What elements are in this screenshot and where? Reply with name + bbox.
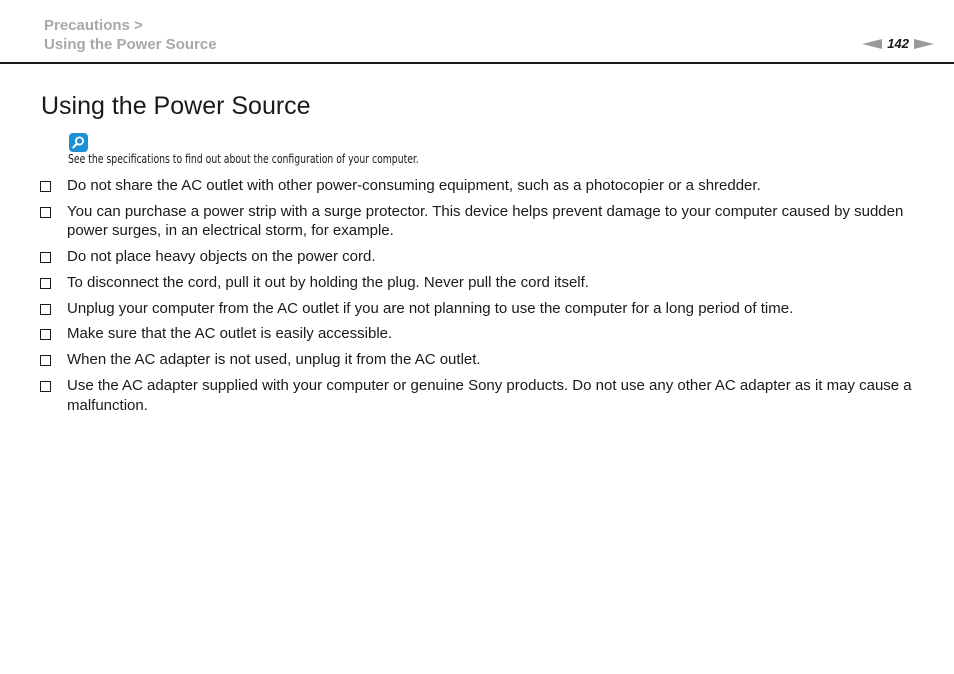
next-page-arrow-icon[interactable] bbox=[914, 39, 934, 49]
page-navigation bbox=[862, 36, 934, 51]
list-item bbox=[40, 299, 920, 319]
previous-page-arrow-icon[interactable] bbox=[862, 39, 882, 49]
list-item bbox=[40, 273, 920, 293]
list-item bbox=[40, 176, 920, 196]
list-item-text: Do not place heavy objects on the power cord. bbox=[67, 248, 376, 266]
list-item bbox=[40, 202, 920, 241]
checkbox-bullet-icon bbox=[40, 207, 51, 218]
page-title: Using the Power Source bbox=[41, 92, 311, 120]
list-item-text: You can purchase a power strip with a surge protector. This device helps prevent damage to your computer caused by sudden power surges, in an electrical storm, for example. bbox=[67, 202, 904, 240]
checkbox-bullet-icon bbox=[40, 381, 51, 392]
checkbox-bullet-icon bbox=[40, 278, 51, 289]
list-item bbox=[40, 350, 920, 370]
breadcrumb-parent-link[interactable]: Precautions > bbox=[44, 17, 143, 34]
list-item-text: Make sure that the AC outlet is easily accessible. bbox=[67, 325, 393, 343]
page-number: 142 bbox=[887, 36, 909, 51]
list-item-text: To disconnect the cord, pull it out by holding the plug. Never pull the cord itself. bbox=[67, 273, 589, 291]
list-item bbox=[40, 247, 920, 267]
header-divider bbox=[0, 62, 954, 64]
checkbox-bullet-icon bbox=[40, 355, 51, 366]
list-item-text: Unplug your computer from the AC outlet if you are not planning to use the computer for a long period of time. bbox=[67, 299, 794, 317]
breadcrumb-current: Using the Power Source bbox=[44, 36, 217, 53]
list-item-text: Do not share the AC outlet with other power-consuming equipment, such as a photocopier or a shredder. bbox=[67, 177, 761, 194]
list-item-text: When the AC adapter is not used, unplug it from the AC outlet. bbox=[67, 351, 481, 369]
list-item-text: Use the AC adapter supplied with your computer or genuine Sony products. Do not use any other AC adapter as it may cause a malfunction. bbox=[67, 377, 912, 414]
checkbox-bullet-icon bbox=[40, 181, 51, 192]
checkbox-bullet-icon bbox=[40, 329, 51, 340]
checkbox-bullet-icon bbox=[40, 252, 51, 263]
breadcrumb bbox=[44, 16, 217, 54]
checkbox-bullet-icon bbox=[40, 304, 51, 315]
magnifier-icon bbox=[69, 133, 88, 152]
list-item bbox=[40, 324, 920, 344]
list-item bbox=[40, 376, 920, 415]
hint-note: See the specifications to find out about the configuration of your computer. bbox=[68, 152, 419, 166]
precautions-list bbox=[40, 176, 920, 421]
